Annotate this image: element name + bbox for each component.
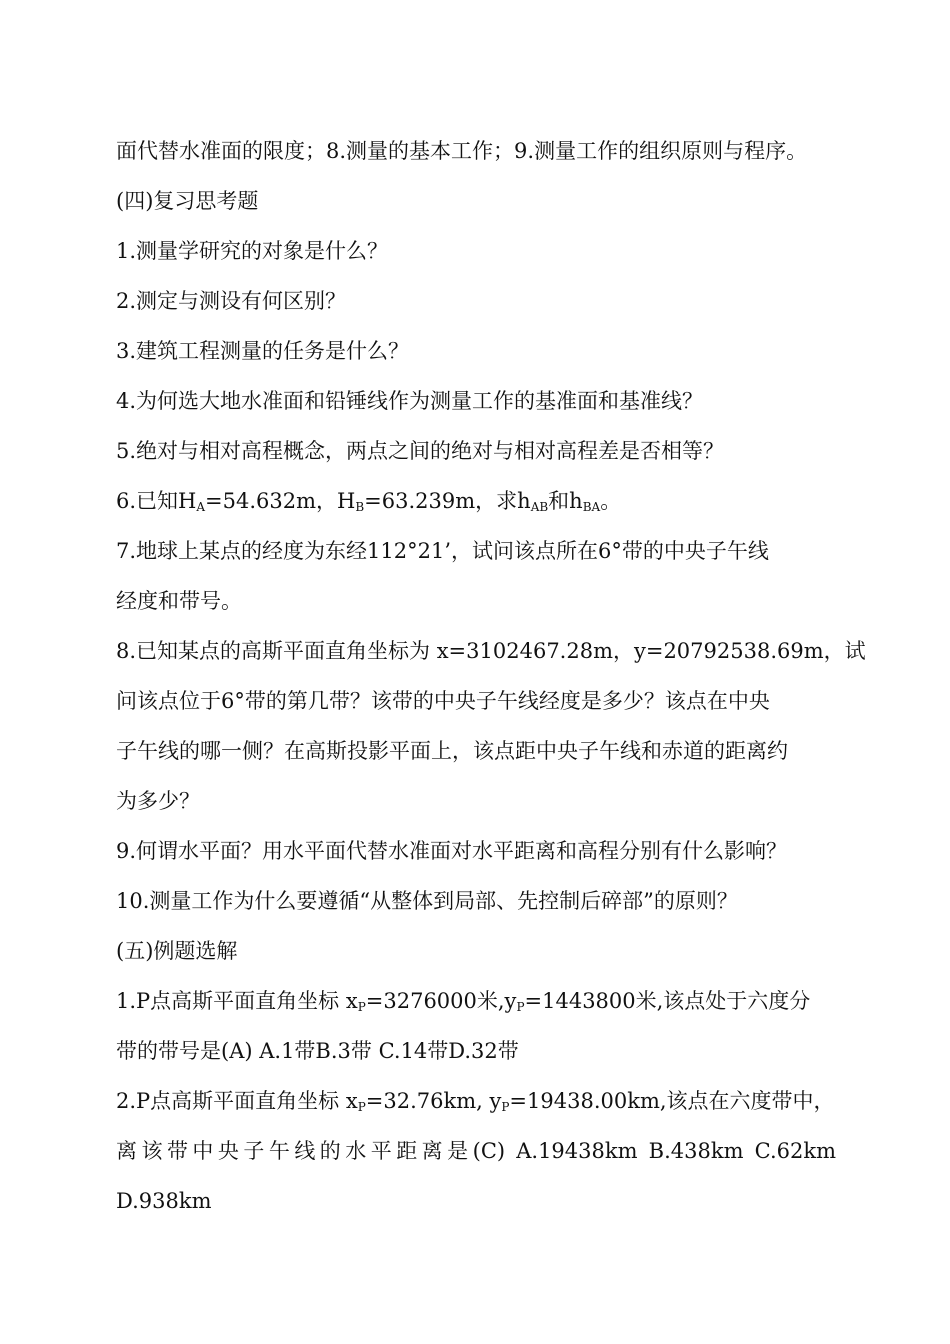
question-10: 10.测量工作为什么要遵循“从整体到局部、先控制后碎部”的原则？ [116,889,738,913]
example-2-options-cont: D.938km [116,1189,212,1213]
subscript: P [516,1000,525,1014]
text-segment: 6.已知H [116,489,197,513]
text-segment: =3276000米,y [365,989,517,1013]
subscript: A [196,500,206,514]
subscript: BA [582,500,601,514]
subscript: P [357,1000,366,1014]
text-segment: =63.239m，求h [364,489,531,513]
question-9: 9.何谓水平面？用水平面代替水准面对水平距离和高程分别有什么影响？ [116,839,788,863]
question-7-cont: 经度和带号。 [116,589,242,613]
text-segment: =1443800米,该点处于六度分 [524,989,811,1013]
section-heading: (五)例题选解 [116,939,238,963]
example-1-options: 带的带号是(A) A.1带B.3带 C.14带D.32带 [116,1039,519,1063]
text-segment: 1.P点高斯平面直角坐标 x [116,989,358,1013]
text-segment: =54.632m，H [205,489,356,513]
subscript: B [355,500,365,514]
question-5: 5.绝对与相对高程概念，两点之间的绝对与相对高程差是否相等？ [116,439,725,463]
text-segment: 。 [600,489,622,513]
question-6 [116,486,621,516]
text-segment: 2.P点高斯平面直角坐标 x [116,1089,358,1113]
question-2: 2.测定与测设有何区别？ [116,289,347,313]
text-segment: 和h [548,489,583,513]
question-3: 3.建筑工程测量的任务是什么？ [116,339,410,363]
section-heading: (四)复习思考题 [116,189,259,213]
text-line: 面代替水准面的限度；8.测量的基本工作；9.测量工作的组织原则与程序。 [116,139,808,163]
example-1 [116,986,810,1016]
subscript: AB [530,500,549,514]
question-8-cont: 问该点位于6°带的第几带？该带的中央子午线经度是多少？该点在中央 [116,689,770,713]
example-2 [116,1086,835,1116]
question-8-cont: 为多少？ [116,789,200,813]
subscript: P [501,1100,510,1114]
text-segment: =32.76km, y [365,1089,502,1113]
question-4: 4.为何选大地水准面和铅锤线作为测量工作的基准面和基准线？ [116,389,704,413]
question-8: 8.已知某点的高斯平面直角坐标为 x=3102467.28m，y=20792538.69m，试 [116,639,866,663]
question-7: 7.地球上某点的经度为东经112°21’，试问该点所在6°带的中央子午线 [116,539,769,563]
question-1: 1.测量学研究的对象是什么？ [116,239,389,263]
text-segment: =19438.00km,该点在六度带中， [509,1089,835,1113]
example-2-options: 离该带中央子午线的水平距离是(C) A.19438km B.438km C.62km [116,1139,836,1163]
question-8-cont: 子午线的哪一侧？在高斯投影平面上，该点距中央子午线和赤道的距离约 [116,739,788,763]
subscript: P [357,1100,366,1114]
